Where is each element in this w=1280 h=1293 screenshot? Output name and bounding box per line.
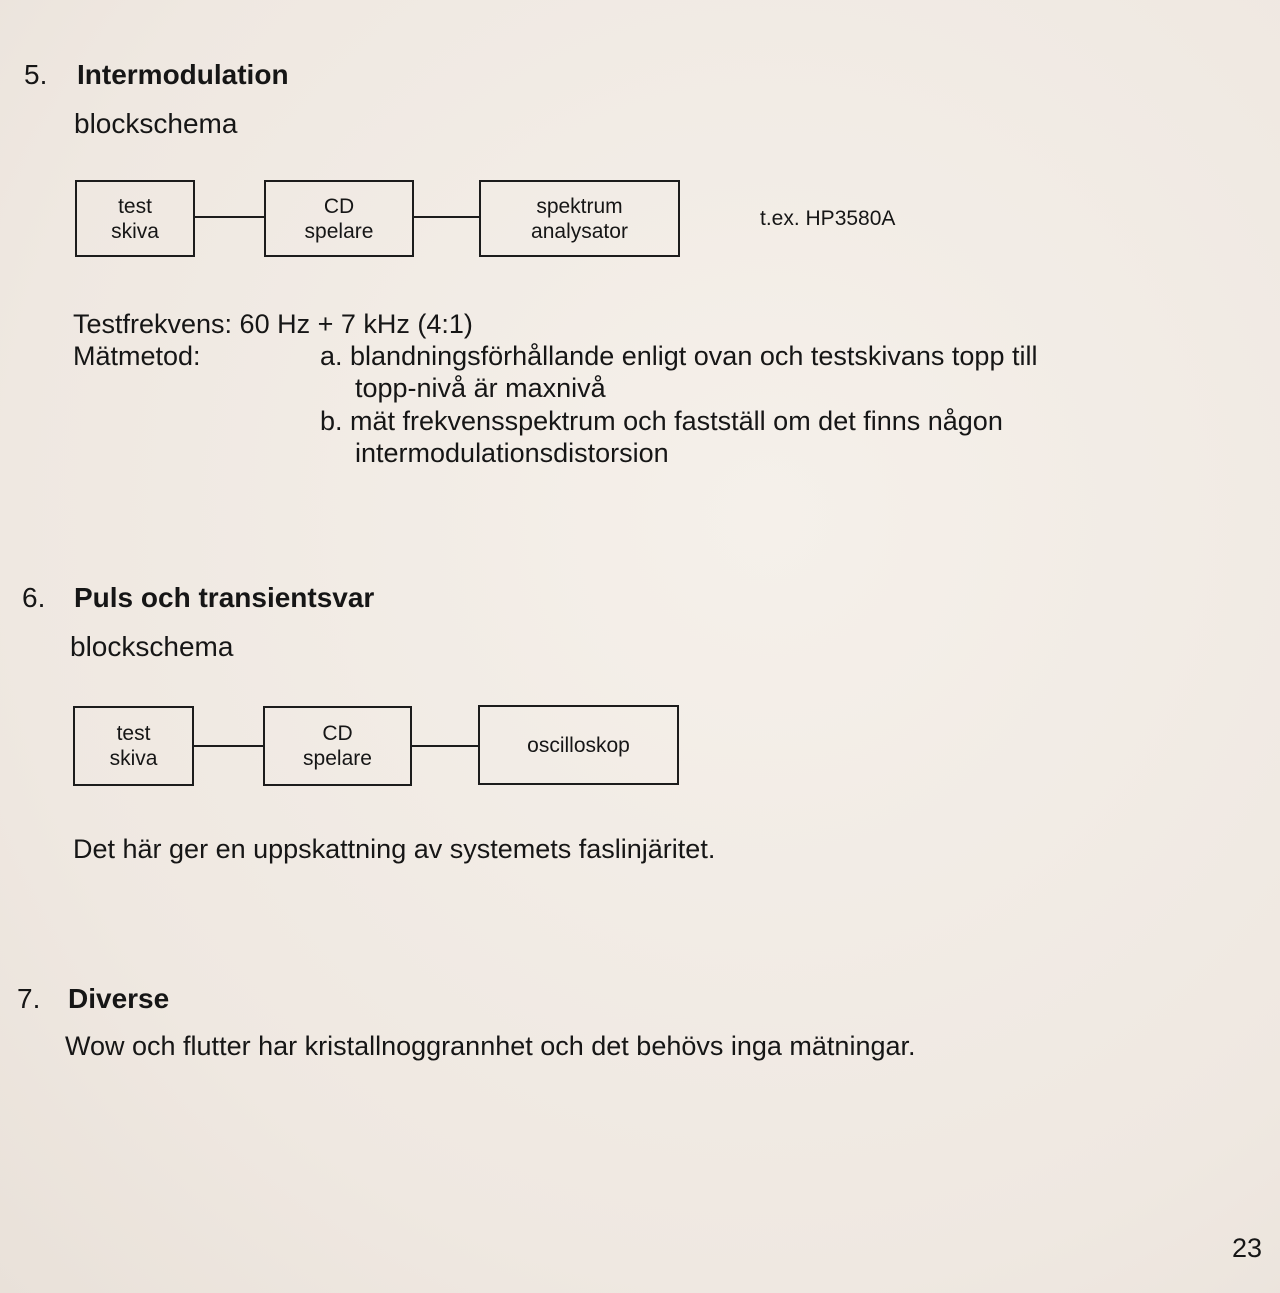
connector-line bbox=[412, 745, 478, 747]
block-test-skiva: test skiva bbox=[75, 180, 195, 257]
block-spektrum-analysator: spektrum analysator bbox=[479, 180, 680, 257]
test-frequency: Testfrekvens: 60 Hz + 7 kHz (4:1) bbox=[73, 309, 473, 339]
section-6-title: Puls och transientsvar bbox=[74, 582, 375, 613]
page-number: 23 bbox=[1232, 1233, 1263, 1263]
section-5-number: 5. bbox=[24, 59, 48, 90]
instrument-note: t.ex. HP3580A bbox=[760, 207, 896, 230]
section-6-text: Det här ger en uppskattning av systemets faslinjäritet. bbox=[73, 834, 716, 864]
block-test-skiva: test skiva bbox=[73, 706, 194, 786]
method-a-line-2: topp-nivå är maxnivå bbox=[355, 373, 606, 403]
method-a-line-1: a. blandningsförhållande enligt ovan och testskivans topp till bbox=[320, 341, 1038, 371]
connector-line bbox=[195, 216, 264, 218]
section-6-subtitle: blockschema bbox=[70, 631, 234, 662]
method-label: Mätmetod: bbox=[73, 341, 201, 371]
block-cd-spelare: CD spelare bbox=[263, 706, 412, 786]
section-7-number: 7. bbox=[17, 983, 41, 1014]
connector-line bbox=[194, 745, 263, 747]
connector-line bbox=[414, 216, 479, 218]
block-cd-spelare: CD spelare bbox=[264, 180, 414, 257]
section-6-number: 6. bbox=[22, 582, 46, 613]
section-5-subtitle: blockschema bbox=[74, 108, 238, 139]
section-7-title: Diverse bbox=[68, 983, 170, 1014]
section-7-text: Wow och flutter har kristallnoggrannhet och det behövs inga mätningar. bbox=[65, 1031, 916, 1061]
block-oscilloskop: oscilloskop bbox=[478, 705, 679, 785]
method-b-line-1: b. mät frekvensspektrum och fastställ om det finns någon bbox=[320, 406, 1003, 436]
method-b-line-2: intermodulationsdistorsion bbox=[355, 438, 669, 468]
section-5-title: Intermodulation bbox=[77, 59, 289, 90]
